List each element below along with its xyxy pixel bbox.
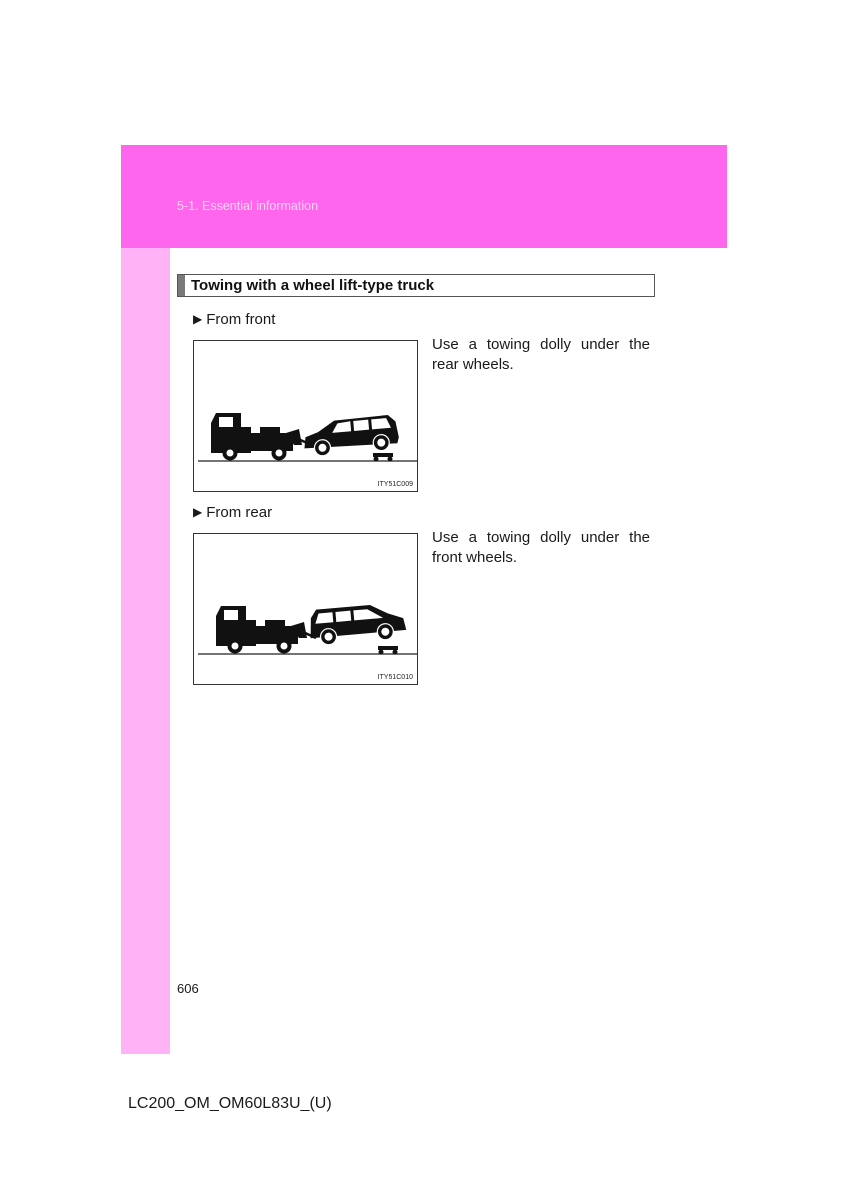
page-number: 606: [177, 981, 199, 996]
figure-code: ITY51C010: [377, 674, 413, 681]
tow-truck-front-illustration: [194, 341, 419, 493]
section-heading: [177, 274, 655, 297]
side-band: [121, 248, 170, 1054]
document-code: LC200_OM_OM60L83U_(U): [128, 1095, 332, 1112]
section-title: Towing with a wheel lift-type truck: [191, 277, 435, 294]
description-from-front: Use a towing dolly under the rear wheels.: [432, 336, 650, 373]
figure-towing-from-rear: [193, 533, 418, 685]
bullet-label: From front: [206, 311, 276, 328]
triangle-bullet-icon: ▶: [193, 505, 203, 519]
heading-accent: [178, 275, 185, 296]
figure-towing-from-front: [193, 340, 418, 492]
bullet-from-front: [193, 311, 275, 328]
figure-code: ITY51C009: [377, 481, 413, 488]
section-breadcrumb: 5-1. Essential information: [177, 199, 319, 213]
triangle-bullet-icon: ▶: [193, 312, 203, 326]
header-band: [121, 145, 727, 248]
description-from-rear: Use a towing dolly under the front wheels.: [432, 529, 650, 566]
bullet-label: From rear: [206, 504, 273, 521]
bullet-from-rear: [193, 504, 272, 521]
tow-truck-rear-illustration: [194, 534, 419, 686]
